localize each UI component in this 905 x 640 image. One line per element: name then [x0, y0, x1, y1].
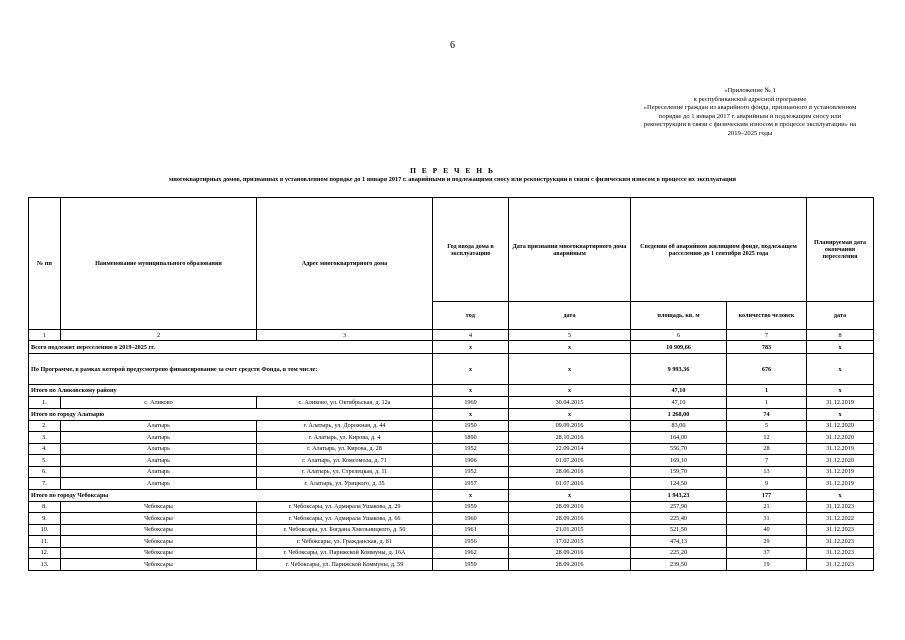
row-municipality: Чебоксары: [61, 547, 257, 559]
row-area: 556,70: [631, 443, 727, 455]
appendix-line: «Приложение № 1: [724, 87, 776, 94]
unit-date2: дата: [807, 302, 874, 330]
appendix-block: [600, 87, 900, 139]
header-year-built: Год ввода дома в эксплуатацию: [433, 198, 509, 302]
row-date-declared: 30.04.2015: [509, 397, 631, 409]
col-number: 7: [727, 330, 807, 341]
section-c4: x: [433, 489, 509, 501]
section-c8: x: [807, 408, 874, 420]
total-row: [29, 341, 874, 354]
row-year-built: 1950: [433, 420, 509, 432]
row-planned-date: 31.12.2020: [807, 420, 874, 432]
row-area: 225,40: [631, 513, 727, 525]
appendix-line: реконструкции в связи с физическим износом в процессе эксплуатации» на: [643, 121, 857, 129]
row-municipality: Алатырь: [61, 443, 257, 455]
table-row: [29, 432, 874, 444]
row-address: г. Чебоксары, ул. Гражданская, д. 81: [257, 536, 433, 548]
table-row: [29, 466, 874, 478]
row-municipality: Чебоксары: [61, 536, 257, 548]
total-people: 783: [727, 341, 807, 354]
program-c5: x: [509, 354, 631, 385]
row-number: 7.: [29, 478, 61, 490]
section-total-row: [29, 385, 874, 397]
row-number: 8.: [29, 501, 61, 513]
section-area: 1 268,00: [631, 408, 727, 420]
program-label: По Программе, в рамках которой предусмотрено финансирование за счет средств Фонда, в том числе:: [29, 354, 433, 385]
row-address: г. Алатырь, ул. Кирова, д. 28: [257, 443, 433, 455]
section-c4: x: [433, 385, 509, 397]
row-people: 5: [727, 420, 807, 432]
row-date-declared: 17.02.2015: [509, 536, 631, 548]
row-people: 7: [727, 455, 807, 467]
row-date-declared: 28.06.2016: [509, 466, 631, 478]
column-numbers-row: [29, 330, 874, 341]
header-address: Адрес многоквартирного дома: [257, 198, 433, 330]
row-number: 1.: [29, 397, 61, 409]
row-date-declared: 28.09.2016: [509, 547, 631, 559]
row-planned-date: 31.12.2019: [807, 478, 874, 490]
row-year-built: 1959: [433, 501, 509, 513]
table-row: [29, 478, 874, 490]
row-date-declared: 22.09.2014: [509, 443, 631, 455]
row-year-built: 1959: [433, 559, 509, 571]
section-c8: x: [807, 489, 874, 501]
row-address: г. Алатырь, ул. Стрелецкая, д. 11: [257, 466, 433, 478]
row-number: 9.: [29, 513, 61, 525]
row-year-built: 1952: [433, 466, 509, 478]
section-label: Итого по Аликовскому району: [29, 385, 433, 397]
col-number: 1: [29, 330, 61, 341]
row-address: г. Алатырь, ул. Кирова, д. 4: [257, 432, 433, 444]
row-address: г. Алатырь, ул. Урицкого, д. 35: [257, 478, 433, 490]
row-number: 13.: [29, 559, 61, 571]
table-row: [29, 420, 874, 432]
row-people: 37: [727, 547, 807, 559]
row-people: 1: [727, 397, 807, 409]
section-total-row: [29, 489, 874, 501]
row-number: 11.: [29, 536, 61, 548]
col-number: 6: [631, 330, 727, 341]
unit-date: дата: [509, 302, 631, 330]
header-municipality: Наименование муниципального образования: [61, 198, 257, 330]
row-planned-date: 31.12.2023: [807, 501, 874, 513]
program-area: 9 993,36: [631, 354, 727, 385]
total-c8: x: [807, 341, 874, 354]
section-c5: x: [509, 385, 631, 397]
row-address: г. Чебоксары, ул. Адмирала Ушакова, д. 66: [257, 513, 433, 525]
header-emergency-info: Сведения об аварийном жилищном фонде, подлежащем расселению до 1 сентября 2025 года: [631, 198, 807, 302]
row-municipality: Чебоксары: [61, 559, 257, 571]
row-area: 159,70: [631, 466, 727, 478]
unit-people: количество человек: [727, 302, 807, 330]
row-municipality: Чебоксары: [61, 501, 257, 513]
col-number: 2: [61, 330, 257, 341]
row-area: 521,50: [631, 524, 727, 536]
header-date-declared: Дата признания многоквартирного дома аварийным: [509, 198, 631, 302]
row-area: 257,90: [631, 501, 727, 513]
appendix-line: «Переселение граждан из аварийного фонда, признанного в установленном: [643, 104, 857, 112]
row-number: 6.: [29, 466, 61, 478]
row-people: 40: [727, 524, 807, 536]
document-subtitle: многоквартирных домов, признанных в установленном порядке до 1 января 2017 г. аварийными и подлежащими сносу или реконструкции в связи с физическим износом в процессе их эксплуатации: [168, 176, 737, 183]
col-number: 8: [807, 330, 874, 341]
program-c4: x: [433, 354, 509, 385]
row-area: 474,13: [631, 536, 727, 548]
row-municipality: с. Аликово: [61, 397, 257, 409]
row-municipality: Чебоксары: [61, 513, 257, 525]
table-row: [29, 513, 874, 525]
row-number: 2.: [29, 420, 61, 432]
housing-table: [28, 197, 874, 571]
row-year-built: 1956: [433, 536, 509, 548]
row-planned-date: 31.12.2023: [807, 536, 874, 548]
row-planned-date: 31.12.2023: [807, 559, 874, 571]
row-planned-date: 31.12.2020: [807, 432, 874, 444]
row-address: г. Чебоксары, ул. Богдана Хмельницкого, д. 50: [257, 524, 433, 536]
section-c5: x: [509, 489, 631, 501]
row-municipality: Алатырь: [61, 420, 257, 432]
row-planned-date: 31.12.2023: [807, 547, 874, 559]
col-number: 5: [509, 330, 631, 341]
row-date-declared: 28.10.2016: [509, 432, 631, 444]
header-planned-date: Планируемая дата окончания переселения: [807, 198, 874, 302]
row-planned-date: 31.12.2022: [807, 513, 874, 525]
program-row: [29, 354, 874, 385]
row-municipality: Алатырь: [61, 455, 257, 467]
row-date-declared: 01.07.2016: [509, 478, 631, 490]
row-year-built: 1952: [433, 443, 509, 455]
table-row: [29, 455, 874, 467]
row-number: 10.: [29, 524, 61, 536]
section-c4: x: [433, 408, 509, 420]
row-area: 239,50: [631, 559, 727, 571]
row-people: 29: [727, 536, 807, 548]
table-row: [29, 501, 874, 513]
row-year-built: 1906: [433, 455, 509, 467]
row-address: г. Чебоксары, ул. Адмирала Ушакова, д. 29: [257, 501, 433, 513]
section-area: 1 943,23: [631, 489, 727, 501]
row-date-declared: 21.01.2015: [509, 524, 631, 536]
row-year-built: 1962: [433, 547, 509, 559]
row-people: 28: [727, 443, 807, 455]
document-title: П Е Р Е Ч Е Н Ь: [410, 166, 495, 175]
row-area: 169,10: [631, 455, 727, 467]
section-area: 47,10: [631, 385, 727, 397]
row-planned-date: 31.12.2019: [807, 466, 874, 478]
page-number: 6: [450, 40, 455, 51]
unit-area: площадь, кв. м: [631, 302, 727, 330]
row-address: г. Чебоксары, ул. Парижской Коммуны, д. 16А: [257, 547, 433, 559]
header-num: № пп: [29, 198, 61, 330]
row-municipality: Алатырь: [61, 478, 257, 490]
row-people: 9: [727, 478, 807, 490]
col-number: 4: [433, 330, 509, 341]
section-total-row: [29, 408, 874, 420]
program-people: 676: [727, 354, 807, 385]
appendix-line: порядке до 1 января 2017 г. аварийным и подлежащим сносу или: [658, 112, 842, 120]
row-area: 164,00: [631, 432, 727, 444]
row-people: 13: [727, 466, 807, 478]
total-c4: x: [433, 341, 509, 354]
table-row: [29, 524, 874, 536]
row-address: г. Алатырь, ул. Комсомола, д. 71: [257, 455, 433, 467]
table-row: [29, 397, 874, 409]
section-people: 1: [727, 385, 807, 397]
section-label: Итого по городу Чебоксары: [29, 489, 433, 501]
row-year-built: 1969: [433, 397, 509, 409]
row-address: г. Алатырь, ул. Дорожная, д. 44: [257, 420, 433, 432]
row-planned-date: 31.12.2023: [807, 524, 874, 536]
section-c5: x: [509, 408, 631, 420]
table-header-row: [29, 198, 874, 302]
row-planned-date: 31.12.2019: [807, 397, 874, 409]
row-date-declared: 28.09.2016: [509, 501, 631, 513]
row-year-built: 1960: [433, 513, 509, 525]
row-people: 12: [727, 432, 807, 444]
total-area: 10 909,66: [631, 341, 727, 354]
row-area: 225,20: [631, 547, 727, 559]
row-address: г. Чебоксары, ул. Парижской Коммуны, д. 59: [257, 559, 433, 571]
appendix-line: 2019–2025 годы: [727, 129, 773, 137]
appendix-line: к республиканской адресной программе: [693, 95, 807, 103]
row-number: 5.: [29, 455, 61, 467]
row-people: 21: [727, 501, 807, 513]
row-year-built: 1961: [433, 524, 509, 536]
row-area: 83,00: [631, 420, 727, 432]
row-date-declared: 01.07.2016: [509, 455, 631, 467]
unit-year: год: [433, 302, 509, 330]
row-municipality: Алатырь: [61, 432, 257, 444]
row-date-declared: 28.09.2016: [509, 559, 631, 571]
section-label: Итого по городу Алатырю: [29, 408, 433, 420]
row-address: с. Аликово, ул. Октябрьская, д. 12а: [257, 397, 433, 409]
section-people: 74: [727, 408, 807, 420]
row-area: 47,10: [631, 397, 727, 409]
section-c8: x: [807, 385, 874, 397]
row-planned-date: 31.12.2020: [807, 455, 874, 467]
row-municipality: Алатырь: [61, 466, 257, 478]
row-municipality: Чебоксары: [61, 524, 257, 536]
row-year-built: 1890: [433, 432, 509, 444]
row-planned-date: 31.12.2019: [807, 443, 874, 455]
table-row: [29, 536, 874, 548]
section-people: 177: [727, 489, 807, 501]
col-number: 3: [257, 330, 433, 341]
row-number: 12.: [29, 547, 61, 559]
total-label: Всего подлежит переселению в 2019–2025 гг.: [29, 341, 433, 354]
row-year-built: 1957: [433, 478, 509, 490]
row-people: 31: [727, 513, 807, 525]
row-date-declared: 28.09.2016: [509, 513, 631, 525]
table-row: [29, 547, 874, 559]
row-people: 19: [727, 559, 807, 571]
program-c8: x: [807, 354, 874, 385]
row-number: 4.: [29, 443, 61, 455]
row-date-declared: 09.09.2016: [509, 420, 631, 432]
row-area: 124,50: [631, 478, 727, 490]
total-c5: x: [509, 341, 631, 354]
table-row: [29, 559, 874, 571]
table-row: [29, 443, 874, 455]
row-number: 3.: [29, 432, 61, 444]
